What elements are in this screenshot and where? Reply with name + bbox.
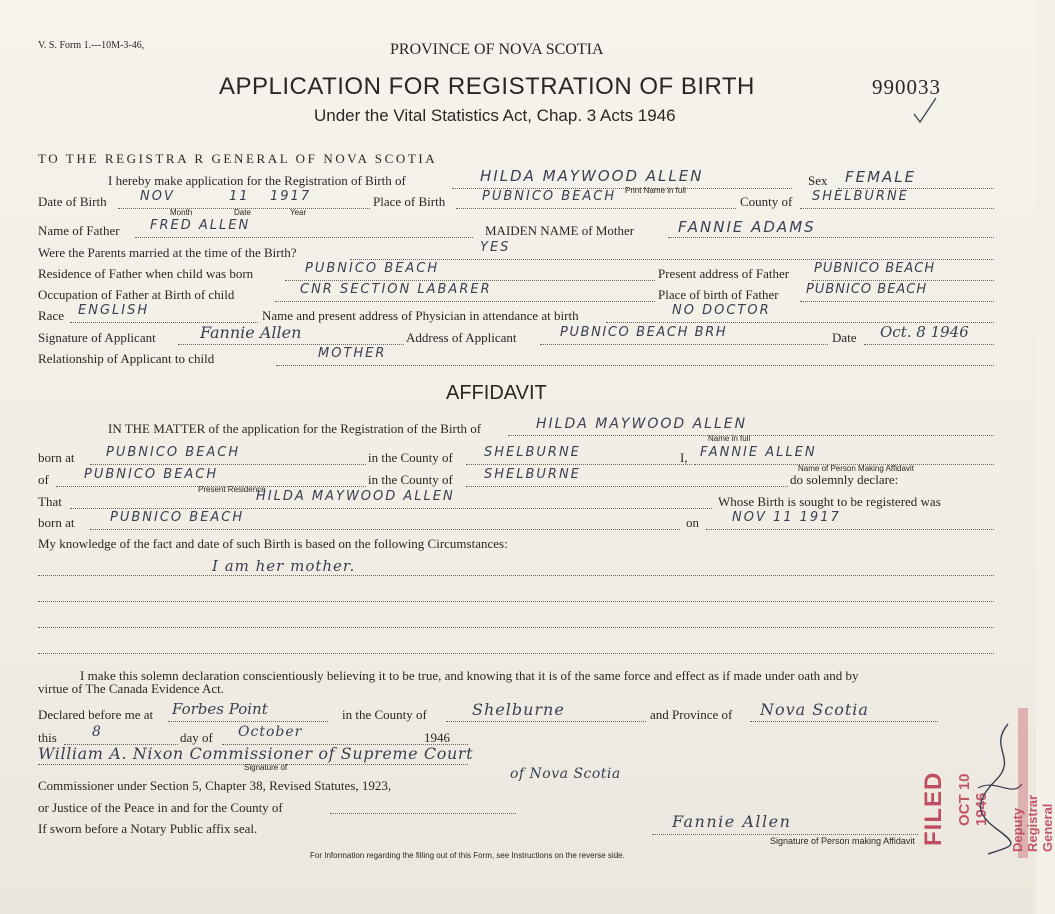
relationship-value: MOTHER xyxy=(318,346,387,361)
commissioner-text: Commissioner under Section 5, Chapter 38, Revised Statutes, 1923, xyxy=(38,778,392,793)
present-addr-label: Present address of Father xyxy=(658,266,790,281)
that-name: HILDA MAYWOOD ALLEN xyxy=(256,489,455,504)
affidavit-county: SHELBURNE xyxy=(484,445,581,460)
year-caption: Year xyxy=(290,208,307,217)
present-addr-value: PUBNICO BEACH xyxy=(814,261,936,276)
knowledge-label: My knowledge of the fact and date of such Birth is based on the following Circumstances: xyxy=(38,536,508,551)
print-name-caption: Print Name in full xyxy=(625,186,686,195)
form-id: V. S. Form 1.---10M-3-46, xyxy=(38,40,145,51)
race-value: ENGLISH xyxy=(78,303,150,318)
decl-county: Shelburne xyxy=(472,700,565,719)
on-label: on xyxy=(686,515,699,530)
day-of-label: day of xyxy=(180,730,213,745)
decl-year: 1946 xyxy=(424,730,450,745)
father-birthplace-value: PUBNICO BEACH xyxy=(806,282,928,297)
father-value: FRED ALLEN xyxy=(150,218,251,233)
county-value: SHELBURNE xyxy=(812,189,909,204)
affidavit-county2: SHELBURNE xyxy=(484,467,581,482)
dob-month: NOV xyxy=(140,189,175,204)
solemn-declaration: I make this solemn declaration conscientiously believing it to be true, and knowing that it is of the same force and effect as if made under oath and by xyxy=(80,668,859,683)
dob-label: Date of Birth xyxy=(38,194,107,209)
filed-date: OCT 10 1946 xyxy=(956,773,990,826)
physician-label: Name and present address of Physician in attendance at birth xyxy=(262,308,579,323)
form-number: 990033 xyxy=(872,75,941,99)
born-at-value: PUBNICO BEACH xyxy=(106,445,241,460)
date-caption: Date xyxy=(234,208,251,217)
in-county2-label: in the County of xyxy=(368,472,453,487)
born-at-label: born at xyxy=(38,450,75,465)
married-value: YES xyxy=(480,240,511,255)
decl-province-label: and Province of xyxy=(650,707,733,722)
province-heading: PROVINCE OF NOVA SCOTIA xyxy=(390,41,604,58)
occupation-value: CNR SECTION LABARER xyxy=(300,282,492,297)
notary-text: If sworn before a Notary Public affix seal. xyxy=(38,821,258,836)
sex-value: FEMALE xyxy=(845,168,917,186)
month-caption: Month xyxy=(170,208,193,217)
checkmark-icon xyxy=(910,96,940,126)
place-birth-value: PUBNICO BEACH xyxy=(482,189,617,204)
signature-label: Signature of Applicant xyxy=(38,330,156,345)
stamp-edge-mark xyxy=(1018,708,1028,858)
dob-year: 1917 xyxy=(270,189,312,204)
i-label: I, xyxy=(680,450,688,465)
in-county-label: in the County of xyxy=(368,450,453,465)
declared-at: Forbes Point xyxy=(172,700,268,718)
addressee: TO THE REGISTRA R GENERAL OF NOVA SCOTIA xyxy=(38,151,438,166)
form-subtitle: Under the Vital Statistics Act, Chap. 3 Acts 1946 xyxy=(314,106,676,125)
race-label: Race xyxy=(38,308,64,323)
declare-label: do solemnly declare: xyxy=(790,472,899,487)
sex-label: Sex xyxy=(808,173,828,188)
decl-month: October xyxy=(238,724,303,740)
whose-birth-label: Whose Birth is sought to be registered was xyxy=(718,494,941,509)
father-label: Name of Father xyxy=(38,223,120,238)
relationship-label: Relationship of Applicant to child xyxy=(38,351,215,366)
name-full-caption: Name in full xyxy=(708,434,751,443)
decl-county-label: in the County of xyxy=(342,707,427,722)
commissioner-signature: William A. Nixon Commissioner of Supreme Court xyxy=(38,744,474,763)
affidavit-heading: AFFIDAVIT xyxy=(446,382,547,404)
applicant-addr-label: Address of Applicant xyxy=(406,330,517,345)
form-title: APPLICATION FOR REGISTRATION OF BIRTH xyxy=(219,73,755,100)
county-label: County of xyxy=(740,194,793,209)
declared-label: Declared before me at xyxy=(38,707,154,722)
place-birth-label: Place of Birth xyxy=(373,194,446,209)
justice-text: or Justice of the Peace in and for the County of xyxy=(38,800,283,815)
this-label: this xyxy=(38,730,57,745)
born-at2-label: born at xyxy=(38,515,75,530)
application-label: I hereby make application for the Registration of Birth of xyxy=(108,173,406,188)
solemn-declaration-2: virtue of The Canada Evidence Act. xyxy=(38,681,225,696)
mother-value: FANNIE ADAMS xyxy=(678,218,816,236)
registrar-text: Deputy Registrar General xyxy=(1010,794,1055,852)
dob-date: 11 xyxy=(229,189,250,204)
married-label: Were the Parents married at the time of the Birth? xyxy=(38,245,297,260)
child-name: HILDA MAYWOOD ALLEN xyxy=(480,167,704,185)
name-person-caption: Name of Person Making Affidavit xyxy=(798,464,914,473)
signature-of-caption: Signature of xyxy=(244,763,288,772)
residence-label: Residence of Father when child was born xyxy=(38,266,254,281)
occupation-label: Occupation of Father at Birth of child xyxy=(38,287,235,302)
that-label: That xyxy=(38,494,62,509)
father-birthplace-label: Place of birth of Father xyxy=(658,287,779,302)
applicant-signature: Fannie Allen xyxy=(200,323,302,342)
residence-value: PUBNICO BEACH xyxy=(305,261,440,276)
applicant-addr-value: PUBNICO BEACH BRH xyxy=(560,325,728,340)
declarant-name: FANNIE ALLEN xyxy=(700,445,817,460)
decl-day: 8 xyxy=(92,724,101,740)
decl-province: Nova Scotia xyxy=(760,700,869,719)
matter-label: IN THE MATTER of the application for the Registration of the Birth of xyxy=(108,421,482,436)
affidavit-residence: PUBNICO BEACH xyxy=(84,467,219,482)
date-label: Date xyxy=(832,330,857,345)
mother-label: MAIDEN NAME of Mother xyxy=(485,223,635,238)
born-on-value: NOV 11 1917 xyxy=(732,510,841,525)
application-date: Oct. 8 1946 xyxy=(880,323,969,341)
physician-value: NO DOCTOR xyxy=(672,303,771,318)
footer-note: For Information regarding the filling out of this Form, see Instructions on the reverse side. xyxy=(310,851,625,860)
circumstances-value: I am her mother. xyxy=(212,557,356,575)
affidavit-child-name: HILDA MAYWOOD ALLEN xyxy=(536,416,748,432)
of-label: of xyxy=(38,472,49,487)
sig-person-caption: Signature of Person making Affidavit xyxy=(770,836,915,846)
born-at2-value: PUBNICO BEACH xyxy=(110,510,245,525)
commissioner-signature-2: of Nova Scotia xyxy=(510,766,621,782)
present-res-caption: Present Residence xyxy=(198,485,266,494)
filed-text: FILED xyxy=(920,771,947,846)
declarant-signature: Fannie Allen xyxy=(672,812,792,831)
